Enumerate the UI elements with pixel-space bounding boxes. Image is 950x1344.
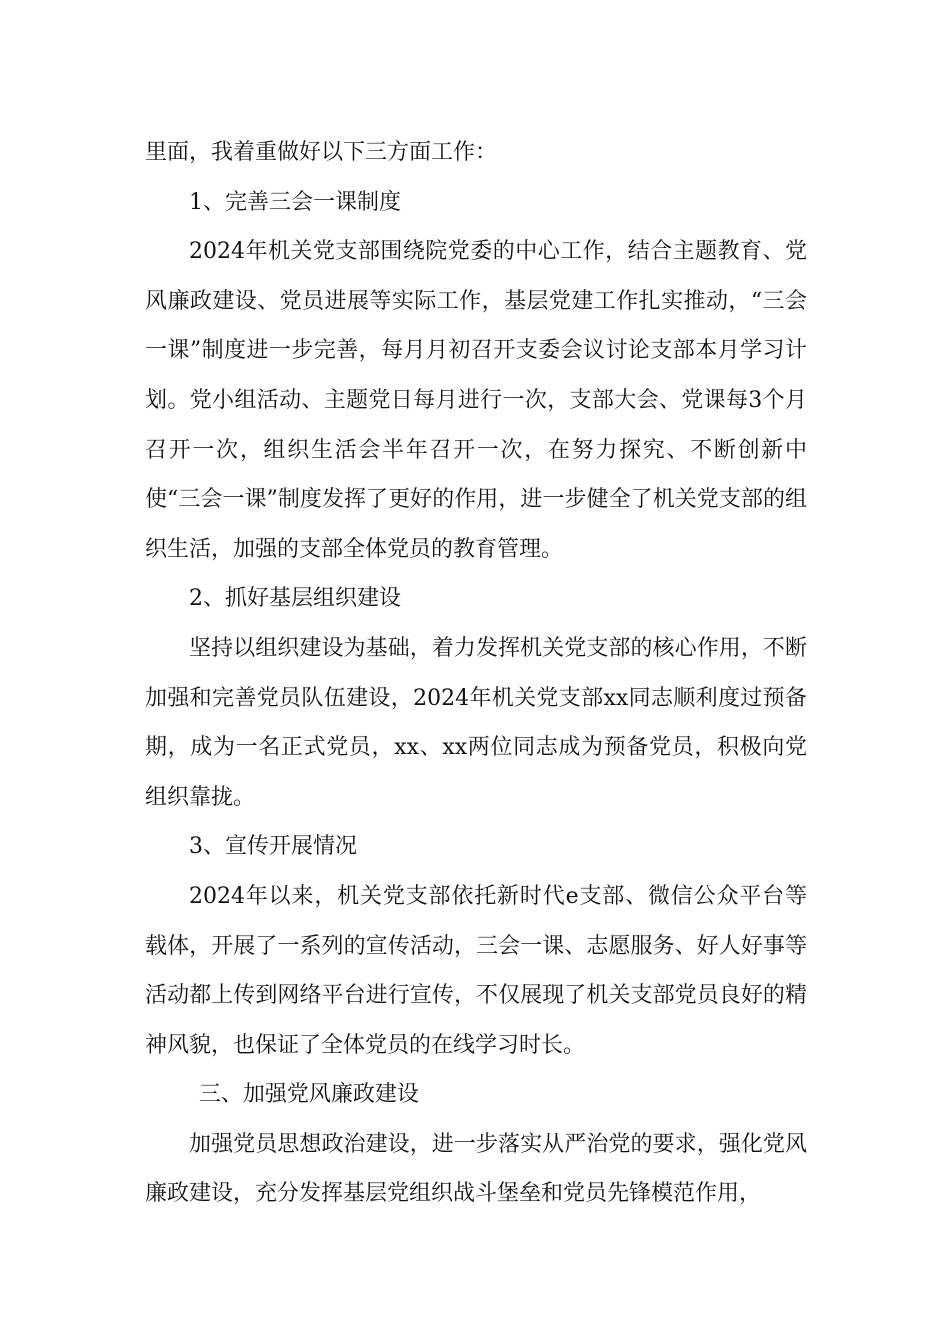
paragraph-publicity: 2024年以来，机关党支部依托新时代e支部、微信公众平台等载体，开展了一系列的宣传活动，三会一课、志愿服务、好人好事等活动都上传到网络平台进行宣传，不仅展现了机关支部党员良好的精神风貌，也保证了全体党员的在线学习时长。 — [145, 883, 807, 1058]
subheading-publicity: 3、宣传开展情况 — [189, 834, 357, 860]
subheading-organization: 2、抓好基层组织建设 — [189, 586, 401, 612]
subheading-three-meetings: 1、完善三会一课制度 — [189, 189, 401, 215]
paragraph-three-meetings: 2024年机关党支部围绕院党委的中心工作，结合主题教育、党风廉政建设、党员进展等实际工作，基层党建工作扎实推动，“三会一课”制度进一步完善，每月月初召开支委会议讨论支部本月学习计划。党小组活动、主题党日每月进行一次，支部大会、党课每3个月召开一次，组织生活会半年召开一次，在努力探究、不断创新中使“三会一课”制度发挥了更好的作用，进一步健全了机关党支部的组织生活，加强的支部全体党员的教育管理。 — [145, 239, 807, 562]
paragraph-intro-continued: 里面，我着重做好以下三方面工作： — [145, 140, 498, 165]
paragraph-integrity: 加强党员思想政治建设，进一步落实从严治党的要求，强化党风廉政建设，充分发挥基层党组织战斗堡垒和党员先锋模范作用， — [145, 1131, 807, 1207]
paragraph-organization: 坚持以组织建设为基础，着力发挥机关党支部的核心作用，不断加强和完善党员队伍建设，2024年机关党支部xx同志顺利度过预备期，成为一名正式党员，xx、xx两位同志成为预备党员，积极向党组织靠拢。 — [145, 635, 807, 810]
section-heading-integrity: 三、加强党风廉政建设 — [198, 1082, 419, 1108]
document-page — [145, 128, 807, 1219]
